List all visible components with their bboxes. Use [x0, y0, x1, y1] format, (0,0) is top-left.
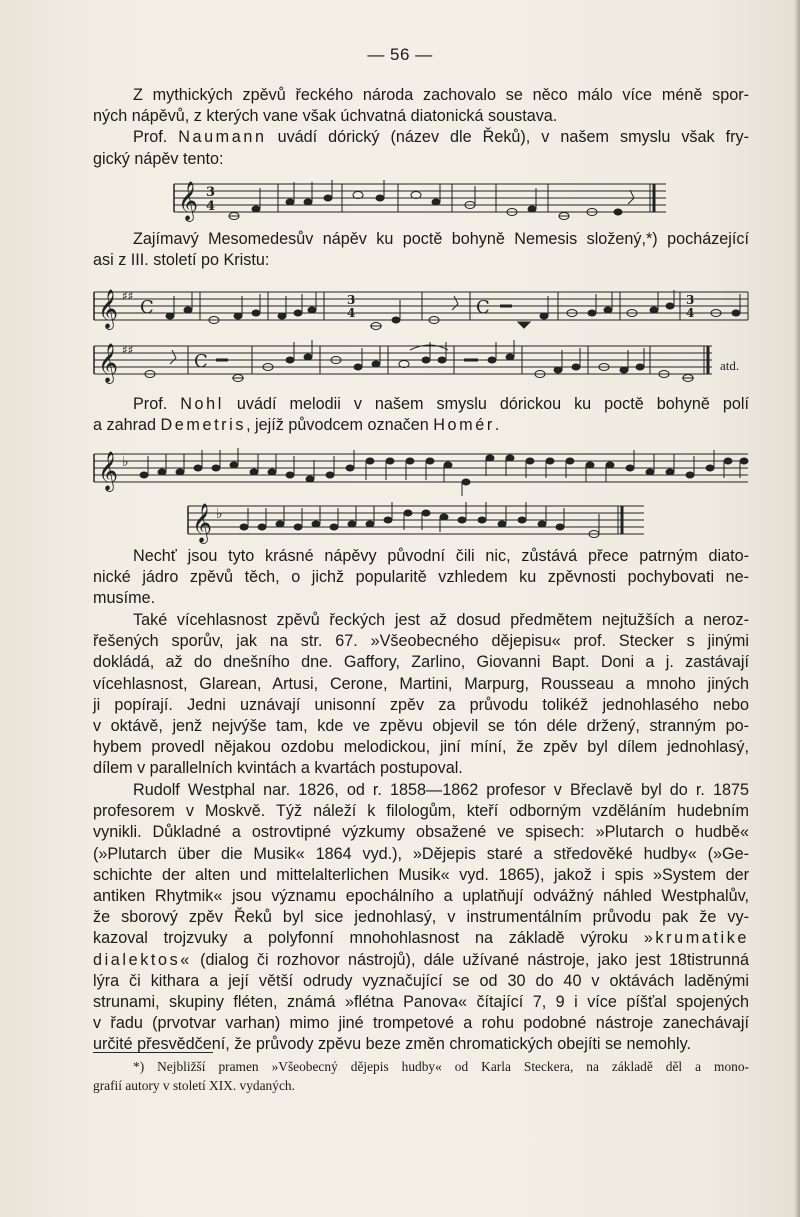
- paragraph-westphal: [93, 780, 749, 1056]
- author-name: Homér: [433, 416, 495, 435]
- text-line: antiken Rhytmik« jsou významu epochálního a uplatňují odvážný náhled Westphalův,: [93, 887, 749, 906]
- author-name: Nohl: [180, 395, 224, 413]
- svg-text:♯♯: ♯♯: [122, 289, 134, 303]
- text-line: že sborový zpěv Řeků byl sice jednohlasý, v instrumentálním průvodu pak že vy-: [93, 908, 749, 927]
- text-line: Prof. Naumann uvádí dórický (název dle Řeků), v našem smyslu však fry-: [133, 128, 749, 147]
- svg-text:♯♯: ♯♯: [122, 343, 134, 357]
- text-line: v oktávě, jenž nejvýše tam, kde ve zpěvu objevil se tón déle držený, stranným po-: [93, 717, 749, 736]
- text-line: asi z III. století po Kristu:: [93, 251, 270, 270]
- text-line: Rudolf Westphal nar. 1826, od r. 1858—1862 profesor v Břeclavě byl do r. 1875: [133, 781, 749, 799]
- text-line: Také vícehlasnost zpěvů řeckých jest až dosud předmětem nejtužších a neroz-: [133, 611, 749, 629]
- text-line: řešených sporův, jak na str. 67. »Všeobecného dějepisu« prof. Stecker s jinými: [93, 632, 749, 651]
- text-line: v řadu (prvotvar varhan) mimo jiné trompetové a rohu podobné nástroje zanechávají: [93, 1014, 749, 1033]
- text-line: profesorem v Moskvě. Týž náleží k filologům, kteří odborným vzděláním hudebním: [93, 802, 749, 821]
- music-staff-demetris-2: [186, 496, 646, 548]
- svg-text:𝄞: 𝄞: [98, 289, 119, 329]
- greek-term: dialektos«: [93, 950, 192, 969]
- text-line: Nechť jsou tyto krásné nápěvy původní čili nic, zůstává přece patrným diato-: [133, 547, 749, 565]
- footnote-divider: [93, 1052, 213, 1053]
- text-line: vícehlasnost, Glarean, Artusi, Cerone, Martini, Marpurg, Rousseau a mnoho jiných: [93, 674, 749, 693]
- paragraph-mythic-songs: [93, 85, 749, 170]
- music-staff-mesomedes-1: [92, 282, 750, 336]
- text-line: ji popírají. Jedni uznávají unisonní zpěv za průvodu tolikéž jednohlasého nebo: [93, 695, 749, 714]
- text-line: lýra či kithara a její větší odrudy vyznačující se od 30 do 40 v oktávách laděnými: [93, 971, 749, 990]
- music-notation-graphic: [172, 176, 668, 226]
- text-line: strunami, skupiny fléten, známá »flétna Panova« čítající 7, 9 i více píšťal spojených: [93, 993, 749, 1012]
- text-line: ných nápěvů, z kterých vane však úchvatná diatonická soustava.: [93, 107, 558, 126]
- paragraph-diatonic-core: [93, 546, 749, 610]
- music-staff-phrygian: [172, 176, 668, 226]
- text-line: kazoval trojzvuky a polyfonní mnohohlasnost na základě výroku »krumatike: [93, 929, 749, 948]
- svg-text:C: C: [194, 351, 208, 372]
- footnote-line: *) Nejbližší pramen »Všeobecný dějepis hudby« od Karla Steckera, na základě děl a mono-: [133, 1059, 749, 1074]
- paragraph-mesomedes: [93, 229, 749, 271]
- music-notation-graphic: [92, 336, 752, 388]
- paragraph-polyphony: [93, 610, 749, 780]
- svg-text:3: 3: [347, 293, 356, 307]
- svg-text:♭: ♭: [122, 454, 129, 470]
- svg-text:4: 4: [206, 199, 216, 214]
- deity-name: Demetris: [160, 416, 247, 435]
- svg-text:𝄞: 𝄞: [98, 451, 119, 491]
- text-line: dílem v parallelních kvintách a kvartách postupoval.: [93, 759, 463, 778]
- text-line: gický nápěv tento:: [93, 149, 224, 168]
- text-line: Z mythických zpěvů řeckého národa zachovalo se něco málo více méně spor-: [133, 86, 749, 104]
- text-line: dokládá, až do dnešního dne. Gaffory, Zarlino, Giovanni Bapt. Doni a j. zastávají: [93, 653, 749, 672]
- greek-term: »krumatike: [643, 929, 749, 948]
- music-notation-graphic: [186, 496, 646, 548]
- footnote-line: grafií autory v století XIX. vydaných.: [93, 1078, 295, 1093]
- music-staff-mesomedes-2: [92, 336, 752, 388]
- music-staff-demetris-1: [92, 446, 750, 496]
- music-notation-graphic: [92, 446, 750, 496]
- svg-text:4: 4: [347, 306, 356, 320]
- text-line: nické jádro zpěvů těch, o jichž popularitě vzhledem ku zpěvnosti pochybovati ne-: [93, 568, 749, 587]
- svg-text:𝄞: 𝄞: [98, 343, 119, 383]
- music-atd-label: atd.: [720, 358, 740, 373]
- text-line: vynikli. Důkladné a ostrovtipné výzkumy obsažené ve spisech: »Plutarch o hudbě«: [93, 823, 749, 842]
- svg-text:3: 3: [686, 293, 695, 307]
- text-line: určité přesvědčení, že průvody zpěvu beze změn chromatických obejíti se nemohly.: [93, 1035, 692, 1054]
- text-line: musíme.: [93, 589, 156, 608]
- text-line: dialektos« (dialog či rozhovor nástrojů), dále užívané nástroje, jako jest 18tistrunná: [93, 950, 749, 969]
- svg-text:C: C: [140, 297, 154, 318]
- svg-text:𝄞: 𝄞: [192, 503, 213, 543]
- svg-text:♭: ♭: [216, 506, 223, 522]
- text-line: Prof. Nohl uvádí melodii v našem smyslu dórickou ku poctě bohyně polí: [133, 395, 750, 413]
- svg-text:𝄞: 𝄞: [178, 181, 199, 221]
- music-notation-graphic: [92, 282, 750, 336]
- page-number: — 56 —: [367, 45, 433, 64]
- paragraph-nohl: [93, 394, 749, 436]
- text-line: schichte der alten und mittelalterlichen Musik« vyd. 1865), jakož i spis »System der: [93, 865, 749, 884]
- author-name: Naumann: [178, 128, 267, 147]
- svg-text:3: 3: [206, 185, 216, 200]
- text-line: (»Plutarch über die Musik« 1864 vyd.), »Dějepis staré a středověké hudby« (»Ge-: [93, 844, 749, 863]
- svg-text:C: C: [476, 297, 490, 318]
- text-line: Zajímavý Mesomedesův nápěv ku poctě bohyně Nemesis složený,*) pocházející: [133, 230, 749, 248]
- footnote: [93, 1057, 749, 1095]
- svg-text:4: 4: [686, 306, 695, 320]
- text-line: hybem provedl nějakou ozdobu melodickou, jiní míní, že zpěv byl dílem jednohlasý,: [93, 738, 749, 757]
- text-line: a zahrad Demetris, jejíž původcem označen Homér.: [93, 416, 500, 435]
